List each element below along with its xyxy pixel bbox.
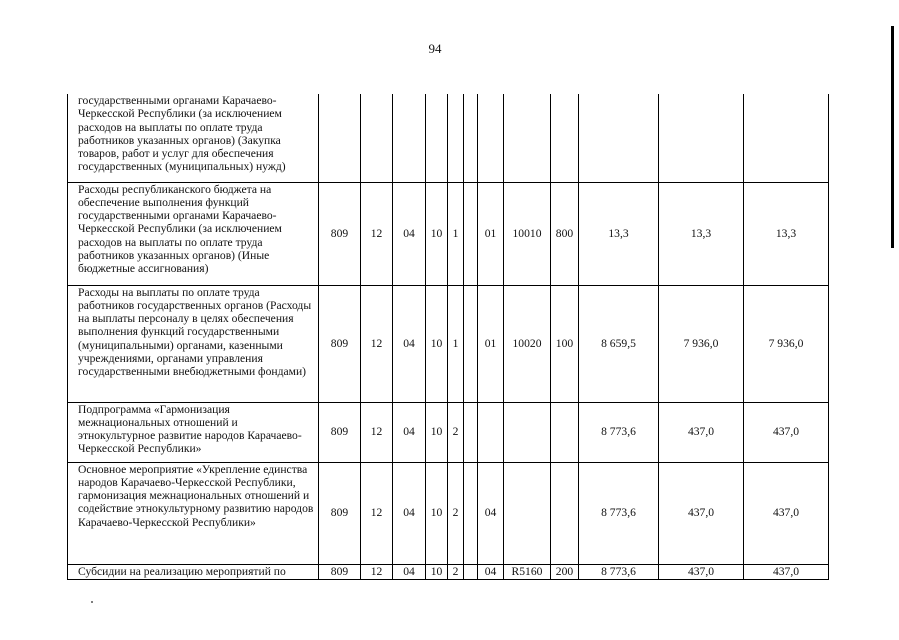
cell-amount-1: 8 773,6 xyxy=(579,402,659,462)
cell-ministry: 809 xyxy=(319,402,361,462)
scan-speck xyxy=(91,601,93,603)
cell-ministry xyxy=(319,94,361,182)
cell-ministry: 809 xyxy=(319,285,361,402)
cell-spacer xyxy=(464,94,478,182)
budget-table xyxy=(67,94,829,580)
cell-program: 10 xyxy=(426,182,448,285)
row-description: государственными органами Карачаево-Черкесской Республики (за исключением расходов на выплаты по оплате труда работников указанных органов) (Закупка товаров, работ и услуг для обеспечения государственных (муниципальных) нужд) xyxy=(68,94,319,182)
cell-amount-3: 13,3 xyxy=(744,182,829,285)
cell-main-event xyxy=(478,402,504,462)
cell-spacer xyxy=(464,182,478,285)
cell-direction: R5160 xyxy=(504,564,551,579)
cell-main-event xyxy=(478,94,504,182)
cell-amount-2: 437,0 xyxy=(659,402,744,462)
cell-ministry: 809 xyxy=(319,182,361,285)
cell-amount-2: 13,3 xyxy=(659,182,744,285)
cell-expense-type: 100 xyxy=(551,285,579,402)
table-row xyxy=(68,462,829,564)
cell-subprogram: 2 xyxy=(448,564,464,579)
page-number: 94 xyxy=(428,41,442,56)
cell-amount-3 xyxy=(744,94,829,182)
cell-subprogram xyxy=(448,94,464,182)
cell-subprogram: 2 xyxy=(448,462,464,564)
cell-subsection: 04 xyxy=(393,564,426,579)
cell-amount-1: 8 773,6 xyxy=(579,564,659,579)
cell-subprogram: 1 xyxy=(448,285,464,402)
cell-subprogram: 2 xyxy=(448,402,464,462)
cell-direction xyxy=(504,462,551,564)
cell-amount-2: 7 936,0 xyxy=(659,285,744,402)
cell-amount-2 xyxy=(659,94,744,182)
cell-amount-3: 437,0 xyxy=(744,564,829,579)
cell-section: 12 xyxy=(361,462,393,564)
cell-subsection xyxy=(393,94,426,182)
cell-expense-type xyxy=(551,462,579,564)
row-description: Подпрограмма «Гармонизация межнациональных отношений и этнокультурное развитие народов Карачаево-Черкесской Республики» xyxy=(68,402,319,462)
cell-direction: 10020 xyxy=(504,285,551,402)
cell-subsection: 04 xyxy=(393,182,426,285)
cell-spacer xyxy=(464,564,478,579)
table-row xyxy=(68,182,829,285)
cell-direction xyxy=(504,402,551,462)
cell-main-event: 01 xyxy=(478,285,504,402)
cell-amount-1: 8 659,5 xyxy=(579,285,659,402)
cell-program: 10 xyxy=(426,462,448,564)
cell-spacer xyxy=(464,462,478,564)
cell-program: 10 xyxy=(426,285,448,402)
cell-spacer xyxy=(464,402,478,462)
cell-program xyxy=(426,94,448,182)
cell-direction: 10010 xyxy=(504,182,551,285)
cell-ministry: 809 xyxy=(319,564,361,579)
row-description: Расходы республиканского бюджета на обеспечение выполнения функций государственными органами Карачаево-Черкесской Республики (за исключением расходов на выплаты по оплате труда работников указанных органов) (Иные бюджетные ассигнования) xyxy=(68,182,319,285)
table-row xyxy=(68,285,829,402)
cell-ministry: 809 xyxy=(319,462,361,564)
cell-expense-type xyxy=(551,402,579,462)
cell-subprogram: 1 xyxy=(448,182,464,285)
scan-edge-bar xyxy=(891,26,894,248)
cell-section: 12 xyxy=(361,564,393,579)
row-description: Расходы на выплаты по оплате труда работников государственных органов (Расходы на выплаты персоналу в целях обеспечения выполнения функций государственными (муниципальными) органами, казенными учреждениями, органами управления государственными внебюджетными фондами) xyxy=(68,285,319,402)
cell-section: 12 xyxy=(361,285,393,402)
cell-section xyxy=(361,94,393,182)
cell-subsection: 04 xyxy=(393,402,426,462)
cell-section: 12 xyxy=(361,402,393,462)
cell-amount-1 xyxy=(579,94,659,182)
cell-amount-3: 437,0 xyxy=(744,402,829,462)
cell-expense-type: 200 xyxy=(551,564,579,579)
cell-main-event: 04 xyxy=(478,564,504,579)
cell-expense-type xyxy=(551,94,579,182)
cell-amount-2: 437,0 xyxy=(659,462,744,564)
cell-section: 12 xyxy=(361,182,393,285)
table-row xyxy=(68,94,829,182)
cell-spacer xyxy=(464,285,478,402)
row-description: Субсидии на реализацию мероприятий по xyxy=(68,564,319,579)
cell-direction xyxy=(504,94,551,182)
cell-amount-2: 437,0 xyxy=(659,564,744,579)
cell-expense-type: 800 xyxy=(551,182,579,285)
cell-program: 10 xyxy=(426,564,448,579)
cell-main-event: 01 xyxy=(478,182,504,285)
cell-main-event: 04 xyxy=(478,462,504,564)
cell-subsection: 04 xyxy=(393,285,426,402)
cell-amount-1: 13,3 xyxy=(579,182,659,285)
cell-subsection: 04 xyxy=(393,462,426,564)
table-row xyxy=(68,564,829,579)
table-row xyxy=(68,402,829,462)
cell-amount-3: 7 936,0 xyxy=(744,285,829,402)
cell-amount-1: 8 773,6 xyxy=(579,462,659,564)
row-description: Основное мероприятие «Укрепление единства народов Карачаево-Черкесской Республики, гармонизация межнациональных отношений и содействие этнокультурному развитию народов Карачаево-Черкесской Республики» xyxy=(68,462,319,564)
cell-program: 10 xyxy=(426,402,448,462)
cell-amount-3: 437,0 xyxy=(744,462,829,564)
